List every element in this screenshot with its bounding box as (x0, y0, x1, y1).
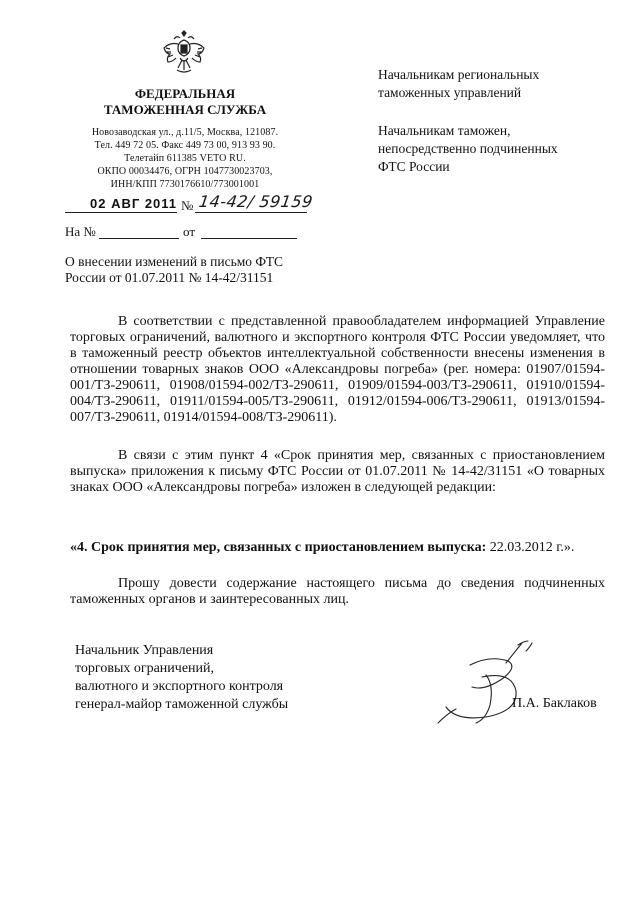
registration-number-handwritten: 14-42/ 59159 (197, 192, 315, 211)
quote-date-text: 22.03.2012 г.». (486, 540, 575, 555)
subject-line1: О внесении изменений в письмо ФТС (65, 254, 284, 269)
quote-bold-text: «4. Срок принятия мер, связанных с приостановлением выпуска: (70, 540, 487, 555)
addressee-1-line1: Начальникам региональных (378, 67, 540, 82)
reference-date-blank (201, 238, 297, 239)
signatory-title-line2: торговых ограничений, (75, 661, 215, 676)
reference-date-label: от (183, 224, 196, 239)
org-teletype: Телетайп 611385 VETO RU. (124, 153, 246, 164)
org-phone-fax: Тел. 449 72 05. Факс 449 73 00, 913 93 90. (94, 140, 276, 151)
registration-line (65, 194, 315, 216)
body-paragraph-1: В соответствии с представленной правообладателем информацией Управление торговых ограничений, валютного и экспортного контроля ФТС России уведомляет, что в таможенный реестр объектов интеллектуальной собственности внесены изменения в отношении товарных знаков ООО «Александровы погреба» (рег. номера: 01907/01594-001/ТЗ-290611, 01908/01594-002/ТЗ-290611, 01909/01594-003/ТЗ-290611, 01910/01594-004/ТЗ-290611, 01911/01594-005/ТЗ-290611, 01912/01594-006/ТЗ-290611, 01913/01594-007/ТЗ-290611, 01914/01594-008/ТЗ-290611). (70, 314, 605, 425)
addressee-2-line2: непосредственно подчиненных (378, 141, 558, 156)
reference-number-blank (99, 238, 179, 239)
letter-subject (65, 254, 345, 286)
signatory-title (75, 642, 288, 714)
signatory-title-line1: Начальник Управления (75, 643, 214, 658)
org-address: Новозаводская ул., д.11/5, Москва, 121087. (91, 127, 279, 138)
org-inn-kpp: ИНН/КПП 7730176610/773001001 (110, 179, 260, 190)
body-paragraph-2: В связи с этим пункт 4 «Срок принятия мер, связанных с приостановлением выпуска» приложения к письму ФТС России от 01.07.2011 № 14-42/31151 «О товарных знаках ООО «Александровы погреба» изложен в следующей редакции: (70, 448, 605, 495)
subject-line2: России от 01.07.2011 № 14-42/31151 (65, 270, 274, 285)
addressee-1-line2: таможенных управлений (378, 85, 522, 100)
registration-number-label: № (181, 198, 194, 213)
addressee-2-line3: ФТС России (378, 159, 450, 174)
coat-of-arms-emblem-icon (160, 30, 208, 78)
reference-number-label: На № (65, 224, 96, 239)
org-okpo-ogrn: ОКПО 00034476, ОГРН 1047730023703, (97, 166, 273, 177)
signer-name: П.А. Баклаков (512, 696, 597, 711)
number-underline (195, 212, 307, 213)
body-paragraph-3: Прошу довести содержание настоящего письма до сведения подчиненных таможенных органов и заинтересованных лиц. (70, 576, 605, 607)
handwritten-signature (430, 635, 550, 730)
addressee-2-line1: Начальникам таможен, (378, 123, 511, 138)
date-underline (65, 212, 177, 213)
signatory-title-line3: валютного и экспортного контроля (75, 679, 284, 694)
signatory-title-line4: генерал-майор таможенной службы (75, 697, 289, 712)
org-name-line1: ФЕДЕРАЛЬНАЯ (134, 86, 236, 101)
reference-line (65, 224, 315, 240)
org-name-line2: ТАМОЖЕННАЯ СЛУЖБА (103, 102, 267, 117)
body-quote (70, 540, 610, 556)
registration-date-stamp: 02 АВГ 2011 (90, 196, 178, 211)
